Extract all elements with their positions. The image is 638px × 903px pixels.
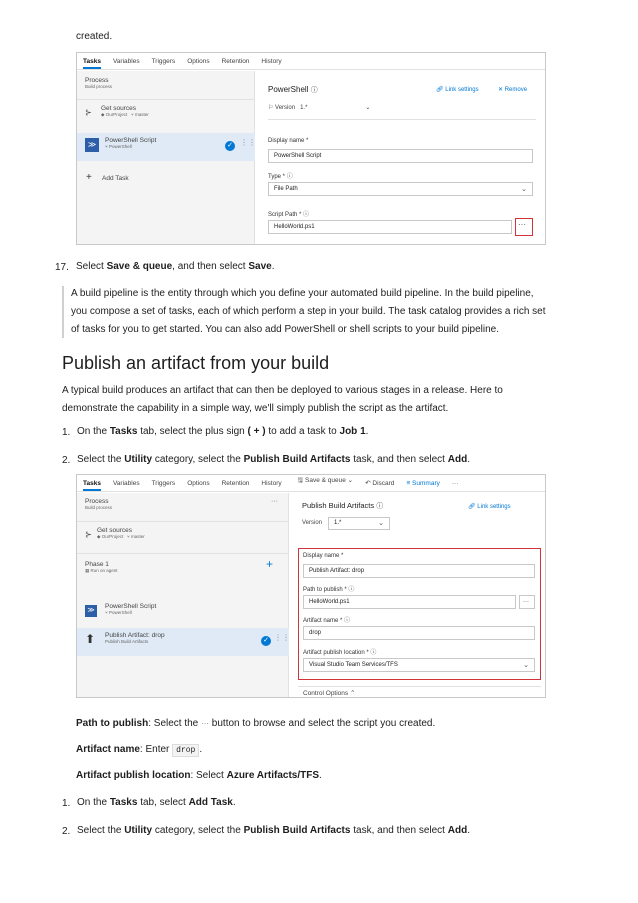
path-label: Path to publish * ⓘ	[303, 587, 355, 593]
list-item: Select the Utility category, select the Publish Build Artifacts task, and then select Add.	[77, 454, 470, 465]
powershell-icon: ≫	[85, 605, 97, 617]
task-powershell-item[interactable]: PowerShell Script ⑂ PowerShell	[105, 603, 157, 615]
chevron-down-icon: ⌄	[523, 662, 529, 669]
display-name-label: Display name *	[303, 553, 344, 559]
prev-step-fragment: created.	[76, 31, 113, 42]
task-list-panel	[77, 71, 255, 245]
list-number: 2.	[62, 455, 71, 466]
desc-artifact: Artifact name: Enter drop .	[76, 744, 203, 755]
list-item: Select the Utility category, select the Publish Build Artifacts task, and then select Add.	[77, 825, 470, 836]
chevron-down-icon: ⌄	[378, 520, 384, 527]
plus-icon[interactable]: +	[86, 172, 92, 183]
tab-variables[interactable]: Variables	[112, 480, 140, 487]
source-icon: ⊱	[85, 108, 92, 117]
note-text: A build pipeline is the entity through which you define your automated build pipeline. In the build pipeline, you compose a set of tasks, each of which perform a step in your build. The task catalog provides a rich set of tasks for you to get started. You can also add PowerShell or shell scripts to your build pipeline.	[71, 288, 546, 335]
tab-options[interactable]: Options	[187, 480, 210, 487]
summary-icon: ≡	[406, 480, 413, 487]
get-sources-item[interactable]: Get sources ◆ OurProject ⑂ master	[97, 527, 145, 539]
tab-history[interactable]: History	[261, 58, 282, 65]
tab-retention[interactable]: Retention	[221, 480, 250, 487]
screenshot-publish-artifacts	[76, 474, 546, 698]
publish-location-label: Artifact publish location * ⓘ	[303, 650, 377, 656]
version-select[interactable]: 1.* ⌄	[328, 517, 390, 530]
close-icon: ✕	[498, 87, 505, 93]
list-number: 1.	[62, 798, 71, 809]
section-heading: Publish an artifact from your build	[62, 353, 330, 373]
summary-button[interactable]: ≡ Summary	[406, 480, 440, 487]
save-icon: 🖫︎	[297, 477, 306, 484]
process-item[interactable]: Process Build process	[85, 77, 113, 89]
drag-handle-icon[interactable]: ⋮⋮	[274, 633, 290, 642]
agent-icon: ▦	[85, 568, 91, 573]
add-task-button[interactable]: Add Task	[102, 175, 129, 182]
task-details-panel	[256, 71, 546, 245]
more-icon: ···	[201, 719, 210, 728]
list-number: 1.	[62, 427, 71, 438]
info-icon: ⓘ	[286, 174, 293, 180]
type-select[interactable]: File Path ⌄	[268, 182, 533, 196]
path-input[interactable]: HelloWorld.ps1	[303, 595, 516, 609]
artifact-name-input[interactable]: drop	[303, 626, 535, 640]
panel-title: PowerShell ⓘ	[268, 85, 318, 94]
desc-location: Artifact publish location: Select Azure Artifacts/TFS.	[76, 770, 322, 781]
note-bar	[62, 286, 64, 338]
display-name-input[interactable]: Publish Artifact: drop	[303, 564, 535, 578]
task-powershell-label: PowerShell Script ⑂ PowerShell	[105, 137, 157, 149]
task-type-icon: ⑂	[105, 610, 109, 615]
artifact-name-label: Artifact name * ⓘ	[303, 618, 351, 624]
list-item: On the Tasks tab, select Add Task.	[77, 797, 236, 808]
save-queue-button[interactable]: 🖫︎ Save & queue ⌄	[297, 477, 354, 484]
drag-handle-icon[interactable]: ⋮⋮	[240, 138, 256, 147]
tab-tasks[interactable]: Tasks	[83, 58, 101, 69]
flag-icon: ⚐	[268, 105, 276, 111]
phase-item[interactable]: Phase 1 ▦ Run on agent	[85, 561, 118, 573]
info-icon: ⓘ	[344, 618, 351, 624]
step17-text: Select Save & queue, and then select Save.	[76, 261, 275, 272]
powershell-icon: ≫	[85, 138, 99, 152]
link-settings-button[interactable]: 🔗︎ Link settings	[436, 87, 479, 93]
info-icon: ⓘ	[310, 87, 318, 94]
branch-icon: ⑂	[127, 534, 131, 539]
link-icon: 🔗︎	[468, 504, 478, 510]
type-label: Type * ⓘ	[268, 174, 293, 180]
version-select[interactable]: ⚐ Version 1.* ⌄	[268, 105, 371, 111]
tab-variables[interactable]: Variables	[112, 58, 140, 65]
tab-retention[interactable]: Retention	[221, 58, 250, 65]
tab-tasks[interactable]: Tasks	[83, 480, 101, 491]
chevron-down-icon: ⌄	[521, 186, 527, 193]
tab-bar	[77, 475, 545, 492]
chevron-up-icon: ⌃	[349, 690, 356, 697]
more-icon[interactable]: ···	[271, 498, 278, 505]
get-sources-item[interactable]: Get sources ◆ OurProject ⑂ master	[101, 105, 149, 117]
branch-icon: ⑂	[131, 112, 135, 117]
add-task-plus-icon[interactable]: +	[266, 557, 274, 571]
inline-code: drop	[172, 744, 199, 757]
discard-button[interactable]: ↶ Discard	[365, 480, 395, 487]
list-number: 2.	[62, 826, 71, 837]
task-publish-label: Publish Artifact: drop Publish Build Artifacts	[105, 632, 165, 644]
tab-options[interactable]: Options	[187, 58, 210, 65]
upload-icon: ⬆	[85, 632, 96, 646]
info-icon: ⓘ	[376, 503, 384, 510]
desc-path: Path to publish: Select the ··· button to browse and select the script you created.	[76, 718, 436, 729]
tab-history[interactable]: History	[261, 480, 282, 487]
task-details-panel	[290, 493, 546, 698]
panel-title: Publish Build Artifacts ⓘ	[302, 501, 384, 510]
script-path-input[interactable]: HelloWorld.ps1	[268, 220, 512, 234]
repo-icon: ◆	[101, 112, 106, 117]
chevron-down-icon: ⌄	[365, 105, 371, 111]
info-icon: ⓘ	[303, 212, 310, 218]
checkmark-icon: ✓	[225, 141, 235, 151]
browse-button[interactable]: ···	[519, 595, 535, 609]
link-settings-button[interactable]: 🔗︎ Link settings	[468, 504, 511, 510]
task-list-panel	[77, 493, 289, 698]
checkmark-icon: ✓	[261, 636, 271, 646]
more-button[interactable]: ···	[451, 480, 459, 487]
tab-triggers[interactable]: Triggers	[151, 58, 176, 65]
display-name-label: Display name *	[268, 138, 309, 144]
undo-icon: ↶	[365, 480, 373, 487]
script-path-label: Script Path * ⓘ	[268, 212, 310, 218]
info-icon: ⓘ	[348, 587, 355, 593]
screenshot-powershell-task	[76, 52, 546, 245]
intro-text: A typical build produces an artifact that can then be deployed to various stages in a release. Here to demonstrate the capability in a simple way, we'll simply publish the script as the artifact.	[62, 385, 503, 414]
display-name-input[interactable]: PowerShell Script	[268, 149, 533, 163]
publish-location-select[interactable]: Visual Studio Team Services/TFS ⌄	[303, 658, 535, 672]
step-number: 17.	[55, 262, 69, 273]
source-icon: ⊱	[85, 530, 92, 539]
version-label: Version	[302, 520, 323, 526]
repo-icon: ◆	[97, 534, 102, 539]
browse-button[interactable]: ···	[518, 220, 526, 229]
tab-triggers[interactable]: Triggers	[151, 480, 176, 487]
process-item[interactable]: Process Build process	[85, 498, 113, 510]
control-options-toggle[interactable]: Control Options ⌃	[303, 690, 356, 697]
tab-bar	[77, 53, 545, 70]
link-icon: 🔗︎	[436, 87, 446, 93]
remove-button[interactable]: ✕ Remove	[498, 87, 528, 93]
info-icon: ⓘ	[370, 650, 377, 656]
task-type-icon: ⑂	[105, 144, 109, 149]
list-item: On the Tasks tab, select the plus sign ( + ) to add a task to Job 1.	[77, 426, 369, 437]
